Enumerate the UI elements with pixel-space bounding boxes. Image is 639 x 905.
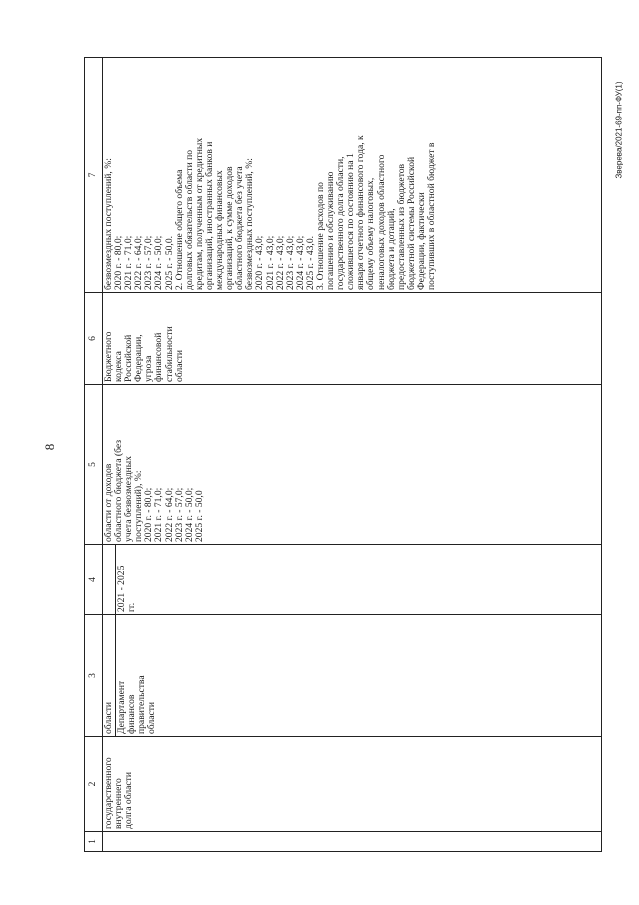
indicator-line: поступлений), %: [133,470,145,542]
related-line: 2021 г. - 71,0; [123,235,135,290]
related-line: международных финансовых [214,170,226,290]
related-line: организаций, иностранных банков и [203,141,215,290]
related-line: долговых обязательств области по [183,149,195,290]
related-line: общему объему налоговых, [365,177,377,290]
consequence-line: Федерации, [133,334,145,382]
related-line: 2024 г. - 50,0; [153,235,165,290]
header-row [85,58,103,852]
header-cell-4: 4 [85,545,103,615]
header-cell-2: 2 [85,737,103,832]
indicator-line: области от доходов [103,463,114,542]
program-table [84,57,602,852]
header-cell-3: 3 [85,615,103,737]
related-line: 2. Отношение общего объема [173,169,185,290]
related-line: 2020 г. - 80,0; [113,235,125,290]
cell-number [103,832,602,852]
executor-line: Департамент [116,680,128,734]
consequence-line: области [173,349,185,382]
related-line: 2025 г. - 43,0. [304,235,316,290]
related-line: организаций, к сумме доходов [224,166,236,290]
related-line: государственного долга области, [335,156,347,290]
task-line: долга области [123,771,135,829]
related-line: 2023 г. - 43,0; [284,235,296,290]
related-line: бюджетной системы Российской [405,156,417,290]
consequence-line: финансовой [153,332,165,382]
indicator-line: 2021 г. - 71,0; [153,487,165,542]
continuation-row [103,58,116,852]
indicator-line: 2025 г. - 50,0 [193,490,205,542]
cell-target-indicators [103,385,602,545]
indicator-line: областного бюджета (без [113,439,125,542]
period-line: 2021 - 2025 [116,565,128,612]
related-line: погашению и обслуживанию [325,171,337,290]
related-line: 2020 г. - 43,0; [254,235,266,290]
related-line: января отчетного финансового года, к [355,135,367,290]
cell-consequences [103,293,602,385]
indicator-line: 2024 г. - 50,0; [183,487,195,542]
cell-related-indicators [103,58,602,293]
consequence-line: стабильности [163,326,175,382]
related-line: 2022 г. - 64,0; [133,235,145,290]
header-cell-5: 5 [85,385,103,545]
related-line: 2021 г. - 43,0; [264,235,276,290]
cell-prev-period [103,545,116,615]
cell-period [116,545,602,615]
related-line: 2022 г. - 43,0; [274,235,286,290]
related-line: 3. Отношение расходов по [314,182,326,290]
table-container [84,58,602,852]
related-line: неналоговых доходов областного [375,154,387,290]
executor-line: правительства [136,675,148,734]
related-line: предоставленных из бюджетов [395,163,407,290]
related-line: безвозмездных поступлений, %: [244,158,256,290]
related-line: сложившегося по состоянию на 1 [345,153,357,290]
executor-line: финансов [126,694,138,734]
task-line: внутреннего [113,778,125,829]
consequence-line: Российской [123,334,135,382]
indicator-line: 2023 г. - 57,0; [173,487,185,542]
related-line: бюджета и дотаций, [385,208,397,290]
related-line: 2025 г. - 50,0. [163,235,175,290]
related-line: кредитам, полученным от кредитных [193,137,205,290]
cell-prev-executor: области [103,615,116,737]
document-code: Зверева/2021-69-пп-ФУ(1) [614,81,624,179]
consequence-line: кодекса [113,351,125,382]
indicator-line: 2020 г. - 80,0; [143,487,155,542]
indicator-line: учета безвозмездных [123,455,135,542]
page-number: 8 [42,443,57,451]
header-cell-6: 6 [85,293,103,385]
consequence-line: Бюджетного [103,331,114,382]
related-line: безвозмездных поступлений, %: [103,158,114,290]
related-line: Федерации, фактически [415,192,427,290]
period-line: гг. [126,602,138,612]
related-line: 2024 г. - 43,0; [294,235,306,290]
consequence-line: угроза [143,355,155,382]
related-line: поступивших в областной бюджет в [426,142,437,290]
related-line: областного бюджета без учета [234,166,246,290]
header-cell-1: 1 [85,832,103,852]
related-line: 2023 г. - 57,0; [143,235,155,290]
header-cell-7: 7 [85,58,103,293]
cell-executor [116,615,602,737]
executor-line: области [146,701,158,734]
task-line: государственного [103,757,114,829]
indicator-line: 2022 г. - 64,0; [163,487,175,542]
cell-task-name [103,737,602,832]
